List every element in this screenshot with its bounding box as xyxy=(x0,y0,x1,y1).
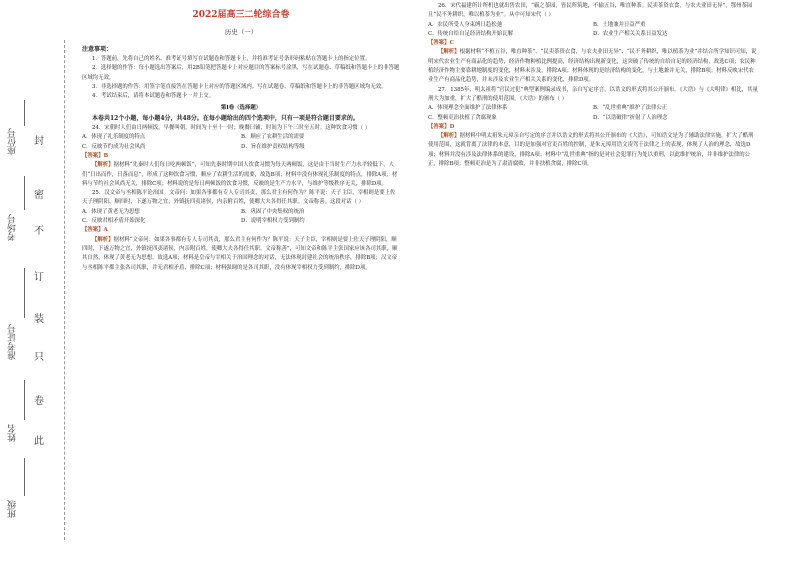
question-26-options xyxy=(428,30,758,39)
option[interactable]: D．说明宰相权力受到制约 xyxy=(241,218,305,225)
analysis-label: 【解析】 xyxy=(438,133,460,140)
name-label: 姓名 xyxy=(8,424,18,442)
option[interactable]: A．农民所受人身束缚日趋松弛 xyxy=(428,21,502,28)
section-description: 本卷共12个小题，每小题4分，共48分。在每小题给出的四个选项中，只有一项是符合题目要求的。 xyxy=(92,114,359,122)
analysis-label: 【解析】 xyxy=(92,162,114,169)
question-24-stem: 24．宋朝时人们由日两顿饭，早餐叫朝，时间为十至十一时；晚餐曰铺，时间为下午三时至五时。这种饮食习惯（ ） xyxy=(92,125,371,132)
section-heading: 第Ⅰ卷（选择题） xyxy=(220,105,262,112)
option[interactable]: A．体现了礼乐制度的特点 xyxy=(82,134,146,141)
cut-char: 密 xyxy=(34,190,44,201)
class-label: 班级 xyxy=(8,500,18,518)
option[interactable]: B．土地兼并日益严重 xyxy=(593,21,646,28)
cut-char: 此 xyxy=(34,436,44,447)
binding-margin xyxy=(0,0,68,562)
option[interactable]: C．整顿吏治扶植了贪腐现象 xyxy=(428,114,497,121)
option[interactable]: D．“以诰破律”折射了人治理念 xyxy=(593,114,668,121)
notice-item: 3．非选择题的作答：用签字笔直接答在答题卡上对应的答题区域内。写在试题卷、草稿纸和答题卡上的非答题区域均无效。 xyxy=(92,83,387,90)
cut-char: 装 xyxy=(34,314,44,325)
question-27-options xyxy=(428,114,758,123)
answer-label: 【答案】A xyxy=(82,227,108,234)
analysis-label: 【解析】 xyxy=(92,236,114,243)
exam-subtitle: 历史（一） xyxy=(224,28,258,37)
question-27-stem: 27．1385年，明太祖将“官民过犯”典型案例编录成书，亲自写定序言，以诰文的形式将其公开颁布。《大诰》与《大明律》相比，其量刑大为加重，扩大了酷刑的使用范围。《大诰》的颁布（ ） xyxy=(428,86,758,102)
cut-char: 封 xyxy=(34,136,44,147)
option[interactable]: A．体现了黄老无为思想 xyxy=(82,208,140,215)
answer-label: 【答案】B xyxy=(82,152,109,159)
cut-char: 卷 xyxy=(34,396,44,407)
question-24-analysis: 据材料“先秦时人们每日吃两顿饭”，可知先秦时期中国人饮食习惯为每天两顿饭，这是由于当时生产力水平较低下，人们“日出而作，日落而息”，形成了这种饮食习惯，顺应了农耕生活的需要，故选B项；材料中没有体现礼乐制度的特点，排除A项；材料与节约社会风尚无关，排除C项；材料说的是每日两顿饭的饮食习惯，反映的是生产力水平，与维护等级秩序无关，排除D项。 xyxy=(82,162,398,187)
question-24-options xyxy=(82,133,400,142)
answer-label: 【答案】D xyxy=(428,123,455,130)
option[interactable]: B．顺应了农耕生活的需要 xyxy=(241,134,305,141)
question-25-stem: 25．汉文帝与丞相陈平论治国。文帝问：如果各事都有专人专司其责，那么君主有何作为？陈平说：天子主臣，宰相则是要上佐天子理阴阳、顺四时，下遂万物之宜，外镇抚四夷诸侯，内亲附百姓，使卿大夫各得任其职。文帝称善。这段对话（ ） xyxy=(82,190,396,206)
notice-heading: 注意事项： xyxy=(82,45,113,53)
question-26-stem: 26．宋代福建所计所机也就出售农田，“霸之茶园，皆民所筑地，不输五谷，唯直种茶。民卖茶资衣食，与农夫业田无异”，鄂州茶园且“民不务耕织，唯以植茶为业”。从中可知宋代（ ） xyxy=(428,3,753,19)
question-25-options xyxy=(82,217,400,226)
exam-id-label: 准考证号 xyxy=(8,324,18,360)
notice-item: 2．选择题的作答：每小题选出答案后，用2B铅笔把答题卡上对应题目的答案标号涂黑，写在试题卷、草稿纸和答题卡上的非答题区域均无效。 xyxy=(82,65,400,81)
question-27-options xyxy=(428,104,758,113)
option[interactable]: B．“乱世重典”维护了法律公正 xyxy=(593,105,668,112)
class-field[interactable] xyxy=(24,458,25,496)
cut-char: 订 xyxy=(34,272,44,283)
name-field[interactable] xyxy=(24,380,25,420)
question-25-options xyxy=(82,208,400,217)
question-26-analysis: 根据材料“不植五谷，唯直种茶”、“民卖茶资衣食，与农夫业田无异”、“民不务耕织，唯以植茶为业”并结合所学知识可知，说明宋代农业生产有商品化的趋势，经济作物种植比例提高，经济结构出现新变化，这突破了传统的自给自足的经济结构，故选C项；农民种植经济作物主要靠耕地制度的变化，材料未涉及，排除A项；材料体现的是经济结构的变化，与土地兼并无关，排除B项；材料反映宋代农业生产有商品化趋势，并未涉及农业生产相关关系的变化，排除D项。 xyxy=(428,49,757,84)
cut-char: 只 xyxy=(34,352,44,363)
room-number-label: 考场号 xyxy=(8,214,18,241)
option[interactable]: C．反映节约成为社会风尚 xyxy=(82,143,146,150)
question-24-options xyxy=(82,143,400,152)
option[interactable]: A．体现理念全面维护了法律体系 xyxy=(428,105,508,112)
exam-id-field[interactable] xyxy=(24,268,25,318)
option[interactable]: B．巩固了中央集权的统治 xyxy=(241,208,305,215)
question-27-analysis: 据材料中明太祖朱元璋亲自写定的序言并以诰文的形式将其公开颁布的《大诰》，可知诰文是为了辅助法律实施，扩大了酷刑使用范围，这就背离了法律的本意，目的是加强对官吏百姓的控制，是朱元璋用诰文凌驾于法律之上的表现，体现了人治的理念，故选D项；材料并没有涉及法律体系的建设，排除A项；材料中“乱世重典”指的是对社会犯罪行为处以重刑，以此维护统治，并非维护法律的公正，排除B项；整顿吏治是为了肃清腐败，并非扶植贪腐，排除C项。 xyxy=(428,133,754,168)
left-column xyxy=(82,0,400,273)
option[interactable]: D．旨在维护责权结构等级 xyxy=(241,143,305,150)
seal-line xyxy=(64,40,65,540)
right-column xyxy=(428,2,758,169)
notice-item: 4．考试结束后，请将本试题卷和答题卡一并上交。 xyxy=(92,93,215,100)
seat-number-field[interactable] xyxy=(24,100,25,126)
option[interactable]: C．传统自给自足经济结构开始瓦解 xyxy=(428,30,513,37)
option[interactable]: C．反映君相矛盾开始深化 xyxy=(82,218,146,225)
notice-item: 1．答题前，先将自己的姓名、准考证号填写在试题卷和答题卡上，并将准考证号条形码粘贴在答题卡上的指定位置。 xyxy=(92,55,371,62)
option[interactable]: D．农业生产相关关系日益发达 xyxy=(593,30,668,37)
exam-title: 2022届高三二轮综合卷 xyxy=(192,10,290,20)
answer-label: 【答案】C xyxy=(428,40,454,47)
analysis-label: 【解析】 xyxy=(438,49,460,56)
cut-char: 不 xyxy=(34,226,44,237)
seat-number-label: 座位号 xyxy=(8,128,18,155)
question-25-analysis: 据材料“文帝问：如果各事都有专人专司其责，那么君主有何作为？陈平说：天子主臣，宰相则是要上佐天子理阴阳，顺四时，下遂万物之宜，外镇抚四夷诸侯，内亲附百姓，使卿大夫各得任其职。文帝称善”，可知文帝和陈平主张国家应该各司其职，顺其自然，体现了黄老无为思想，故选A项；材料是皇帝与宰相关于治国理念的对话，无法体现封建社会的统治秩序，排除B项；汉文帝与丞相陈平都主张各司其职，并无君相矛盾，排除C项；材料强调的是各司其职，没有体现宰相权力受到制约，排除D项。 xyxy=(82,236,398,271)
room-number-field[interactable] xyxy=(24,176,25,210)
question-26-options xyxy=(428,21,758,30)
